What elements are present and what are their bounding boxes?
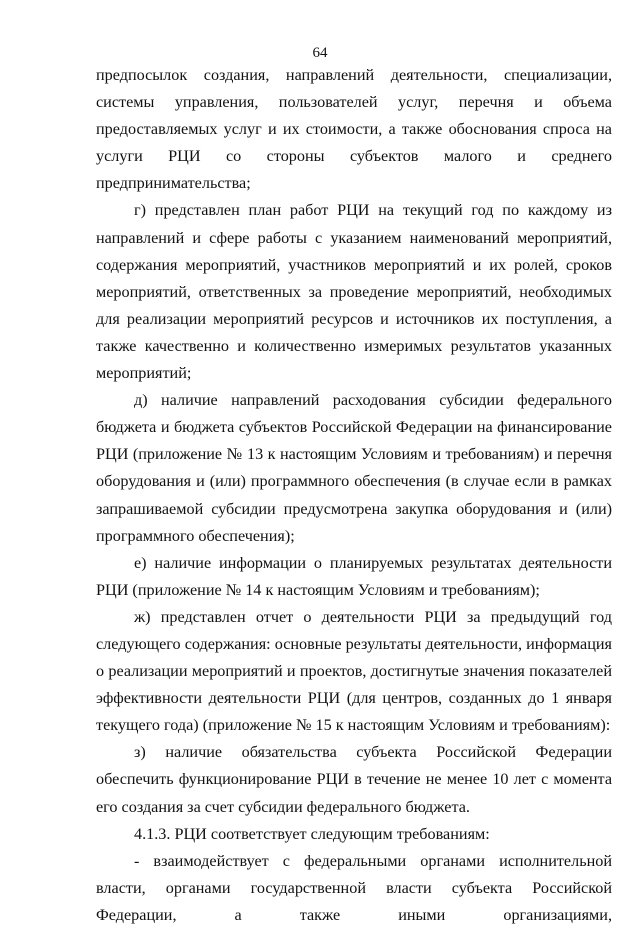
paragraph: предпосылок создания, направлений деятельности, специализации, системы управления, пользователей услуг, перечня и объема предоставляемых услуг и их стоимости, а также обоснования спроса на услуги РЦИ со стороны субъектов малого и среднего предпринимательства; [96,66,612,193]
paragraph-item-zh: ж) представлен отчет о деятельности РЦИ за предыдущий год следующего содержания: основные результаты деятельности, информация о реализации мероприятий и проектов, достигнутые значения показателей эффективности деятельности РЦИ (для центров, созданных до 1 января текущего года) (приложение № 15 к настоящим Условиям и требованиям): [96,607,612,735]
paragraph-requirement: - взаимодействует с федеральными органами исполнительной власти, органами государственной власти субъекта Российской Федерации, а также иными организациями, [96,851,612,924]
paragraph-item-e: е) наличие информации о планируемых результатах деятельности РЦИ (приложение № 14 к настоящим Условиям и требованиям); [96,553,612,599]
section-heading-4-1-3: 4.1.3. РЦИ соответствует следующим требованиям: [134,824,490,843]
paragraph-item-z: з) наличие обязательства субъекта Российской Федерации обеспечить функционирование РЦИ в течение не менее 10 лет с момента его создания за счет субсидии федерального бюджета. [96,743,612,816]
page-number: 64 [312,45,328,61]
paragraph-item-g: г) представлен план работ РЦИ на текущий год по каждому из направлений и сфере работы с указанием наименований мероприятий, содержания мероприятий, участников мероприятий и их ролей, сроков мероприятий, ответственных за проведение мероприятий, необходимых для реализации мероприятий ресурсов и источников их поступления, а также качественно и количественно измеримых результатов указанных мероприятий; [96,201,612,383]
document-body [96,62,612,929]
paragraph-item-d: д) наличие направлений расходования субсидии федерального бюджета и бюджета субъектов Российской Федерации на финансирование РЦИ (приложение № 13 к настоящим Условиям и требованиям) и перечня оборудования и (или) программного обеспечения (в случае если в рамках запрашиваемой субсидии предусмотрена закупка оборудования и (или) программного обеспечения); [96,391,612,545]
